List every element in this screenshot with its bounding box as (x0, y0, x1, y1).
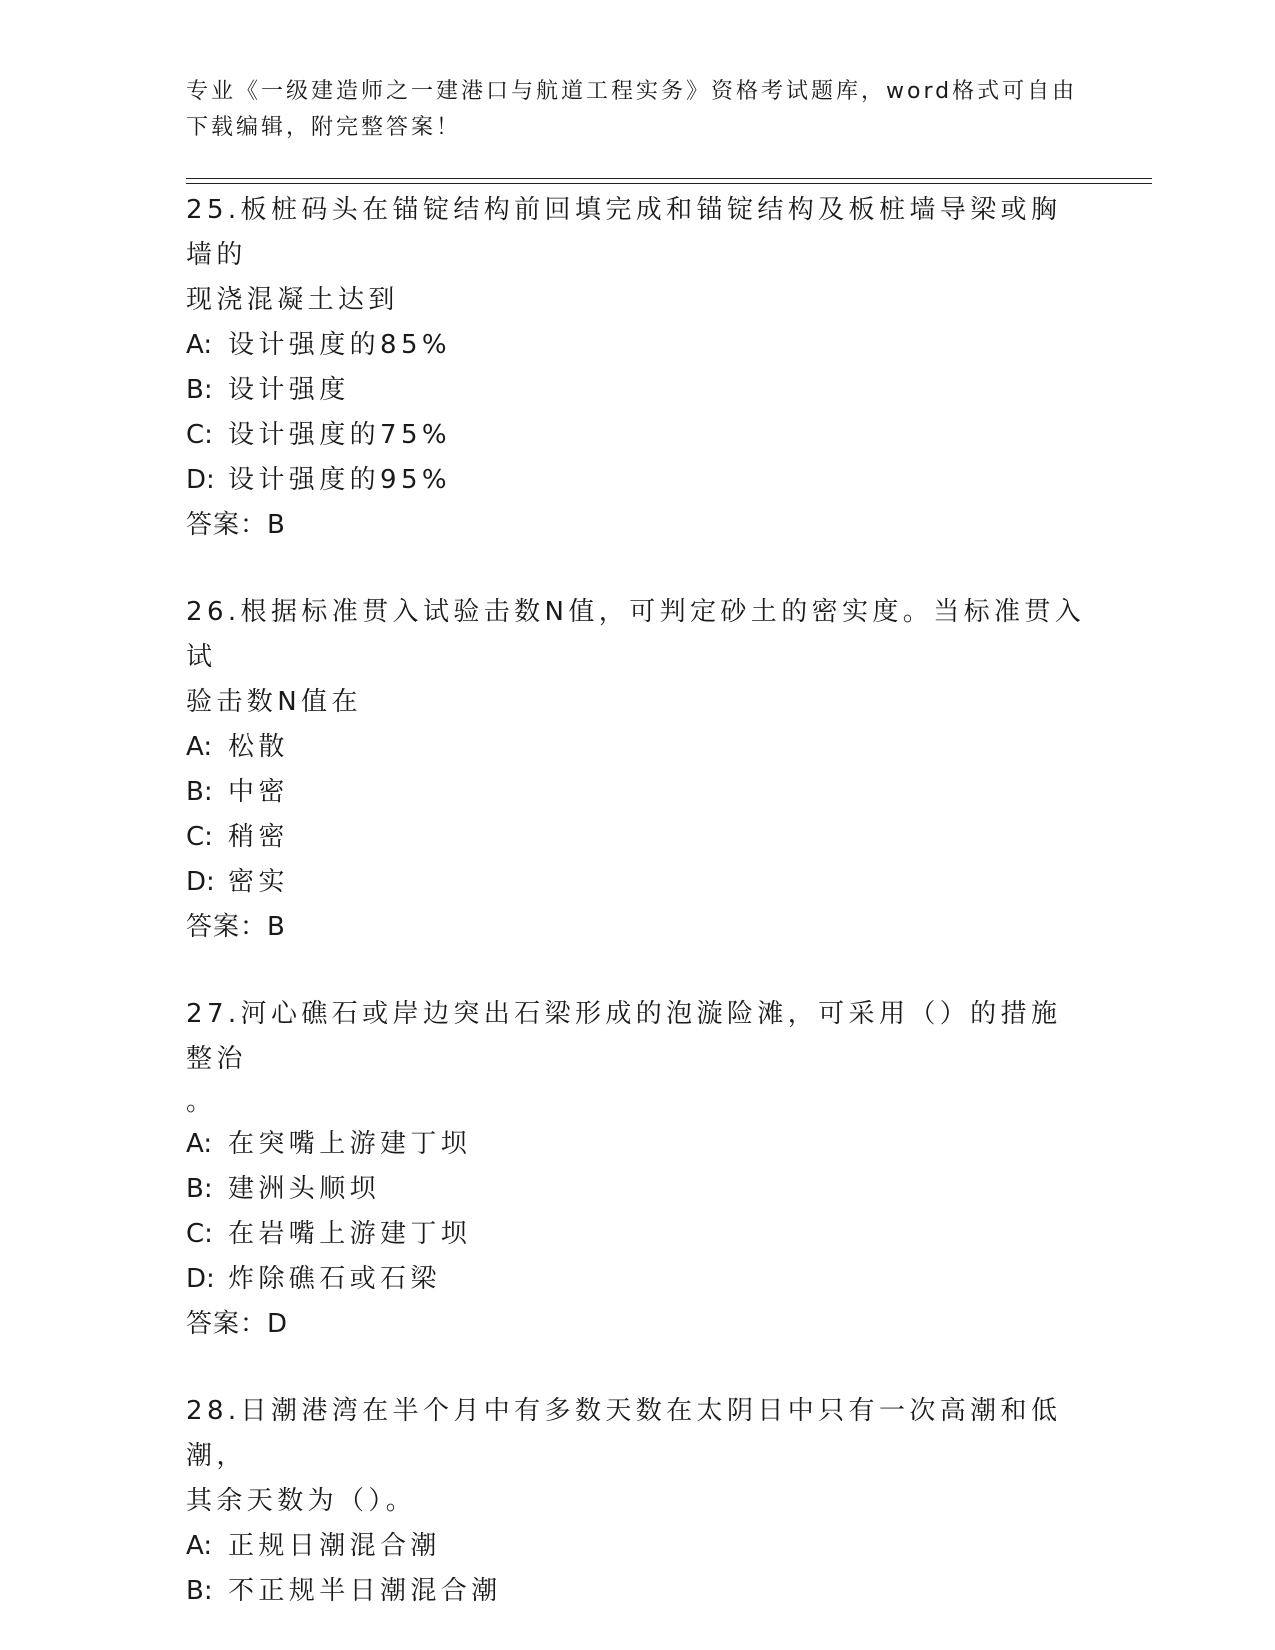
option-letter: B: (186, 1174, 213, 1204)
option-a (186, 725, 1086, 770)
option-b (186, 770, 1086, 815)
option-d (186, 458, 1086, 503)
option-text: 稍密 (228, 822, 289, 852)
option-text: 在突嘴上游建丁坝 (228, 1129, 472, 1159)
option-text: 正规日潮混合潮 (228, 1531, 441, 1561)
option-b (186, 1569, 1086, 1614)
question-list (186, 188, 1086, 1614)
question-26 (186, 590, 1086, 950)
option-letter: D: (186, 1264, 215, 1294)
option-letter: C: (186, 1219, 213, 1249)
option-c (186, 413, 1086, 458)
option-a (186, 1122, 1086, 1167)
option-c (186, 815, 1086, 860)
option-letter: A: (186, 732, 213, 762)
question-stem-line-1: 26.根据标准贯入试验击数N值，可判定砂土的密实度。当标准贯入试 (186, 597, 1086, 672)
option-a (186, 1524, 1086, 1569)
option-letter: B: (186, 1576, 213, 1606)
question-stem-line-2: 验击数N值在 (186, 687, 362, 717)
header-divider-bottom (186, 183, 1152, 184)
option-letter: D: (186, 867, 215, 897)
option-d (186, 1257, 1086, 1302)
option-letter: B: (186, 375, 213, 405)
option-letter: B: (186, 777, 213, 807)
option-text: 设计强度的95% (228, 465, 451, 495)
option-letter: A: (186, 330, 213, 360)
header-line-1: 专业《一级建造师之一建港口与航道工程实务》资格考试题库，word格式可自由 (186, 79, 1078, 104)
question-stem-line-2: 现浇混凝土达到 (186, 285, 399, 315)
option-a (186, 323, 1086, 368)
option-letter: C: (186, 420, 213, 450)
answer-label: 答案：D (186, 1309, 289, 1339)
option-text: 设计强度的85% (228, 330, 451, 360)
option-d (186, 860, 1086, 905)
document-header (186, 74, 1086, 146)
question-stem-line-1: 25.板桩码头在锚锭结构前回填完成和锚锭结构及板桩墙导梁或胸墙的 (186, 195, 1062, 270)
question-stem-line-1: 28.日潮港湾在半个月中有多数天数在太阴日中只有一次高潮和低潮， (186, 1396, 1062, 1471)
option-letter: C: (186, 822, 213, 852)
option-text: 设计强度 (228, 375, 350, 405)
header-line-2: 下载编辑，附完整答案！ (186, 115, 462, 140)
answer-label: 答案：B (186, 510, 286, 540)
question-stem-line-1: 27.河心礁石或岸边突出石梁形成的泡漩险滩，可采用（）的措施整治 (186, 999, 1062, 1074)
option-letter: A: (186, 1531, 213, 1561)
option-text: 在岩嘴上游建丁坝 (228, 1219, 472, 1249)
option-c (186, 1212, 1086, 1257)
question-stem-line-2: 。 (186, 1087, 217, 1117)
header-divider-top (186, 178, 1152, 179)
question-28 (186, 1389, 1086, 1614)
option-text: 不正规半日潮混合潮 (228, 1576, 502, 1606)
question-stem-line-2: 其余天数为（）。 (186, 1486, 417, 1516)
option-text: 密实 (228, 867, 289, 897)
option-letter: A: (186, 1129, 213, 1159)
option-b (186, 368, 1086, 413)
question-25 (186, 188, 1086, 548)
option-letter: D: (186, 465, 215, 495)
question-27 (186, 992, 1086, 1347)
option-text: 建洲头顺坝 (228, 1174, 381, 1204)
option-text: 炸除礁石或石梁 (228, 1264, 441, 1294)
answer-label: 答案：B (186, 912, 286, 942)
option-b (186, 1167, 1086, 1212)
option-text: 松散 (228, 732, 289, 762)
option-text: 设计强度的75% (228, 420, 451, 450)
option-text: 中密 (228, 777, 289, 807)
